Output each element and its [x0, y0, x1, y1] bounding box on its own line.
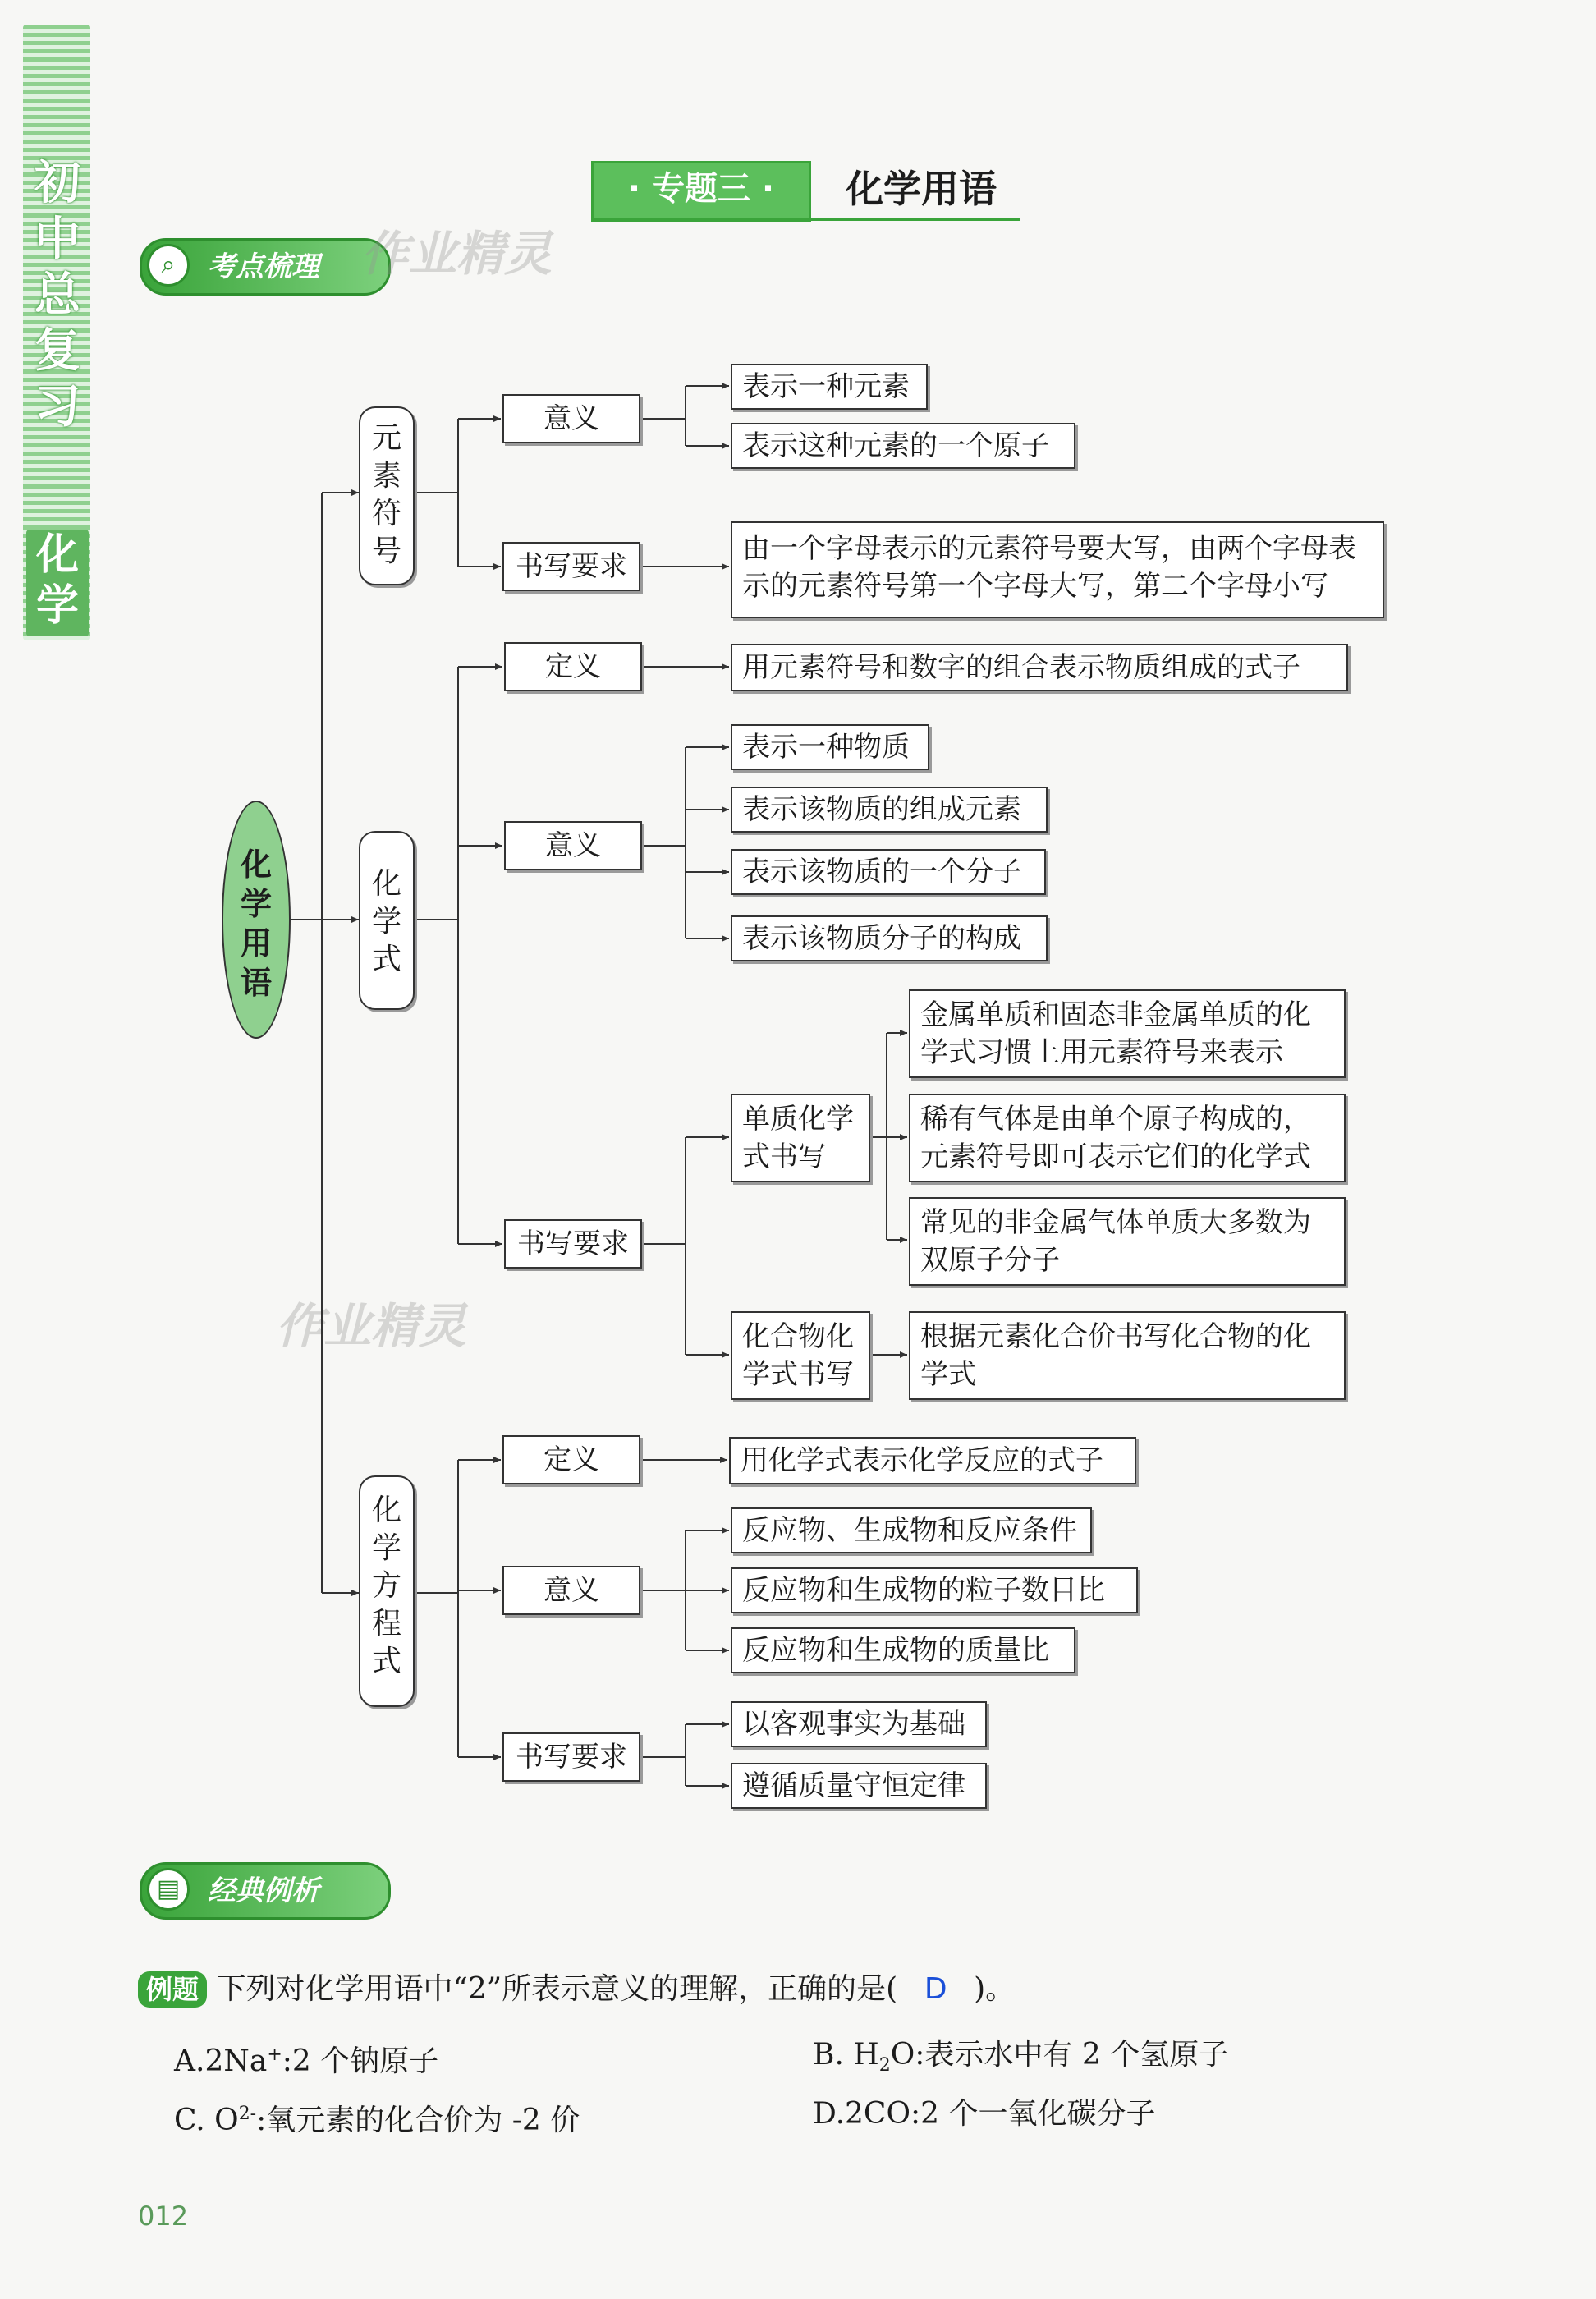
option-formula: O [214, 2104, 239, 2137]
branch-label: 化学方程式 [371, 1494, 401, 1678]
branch-element-symbol [359, 406, 415, 585]
node-definition: 定义 [502, 1435, 640, 1484]
leaf-item: 根据元素化合价书写化合物的化学式 [909, 1311, 1346, 1400]
sidebar-subject-char: 学 [35, 581, 79, 631]
sidebar-title-char: 复 [34, 324, 80, 378]
leaf-item: 反应物、生成物和反应条件 [731, 1507, 1092, 1553]
example-question [138, 1969, 1015, 2010]
question-text: 下列对化学用语中“2”所表示意义的理解，正确的是( [216, 1972, 898, 2006]
node-compound-formula: 化合物化学式书写 [731, 1311, 870, 1400]
option-formula: 2CO [845, 2097, 910, 2131]
sidebar-title-char: 总 [34, 268, 80, 322]
leaf-item: 反应物和生成物的质量比 [731, 1627, 1075, 1673]
sidebar-title-char: 中 [34, 213, 80, 266]
option-formula: H [853, 2038, 879, 2072]
leaf-item: 金属单质和固态非金属单质的化学式习惯上用元素符号来表示 [909, 989, 1346, 1078]
leaf-item: 由一个字母表示的元素符号要大写，由两个字母表示的元素符号第一个字母大写，第二个字母小写 [731, 521, 1384, 618]
section-label: 经典例析 [208, 1875, 319, 1907]
option-sup: + [267, 2044, 282, 2065]
option-d [813, 2094, 1155, 2135]
watermark: 作业精灵 [361, 226, 553, 282]
answer-mark: D [924, 1972, 947, 2006]
node-definition: 定义 [504, 642, 642, 691]
option-formula: 2Na [204, 2044, 268, 2078]
option-text: :2 个一氧化碳分子 [910, 2097, 1156, 2131]
option-text: :氧元素的化合价为 -2 价 [256, 2104, 580, 2137]
option-sup: 2- [238, 2104, 257, 2124]
node-element-formula: 单质化学式书写 [731, 1094, 870, 1182]
leaf-item: 稀有气体是由单个原子构成的，元素符号即可表示它们的化学式 [909, 1094, 1346, 1182]
option-letter: B. [813, 2038, 844, 2072]
option-text: :表示水中有 2 个氢原子 [915, 2038, 1229, 2072]
branch-chemical-formula [359, 831, 415, 1010]
node-writing-rule: 书写要求 [502, 542, 640, 591]
watermark: 作业精灵 [276, 1298, 467, 1354]
page-title: 化学用语 [846, 167, 997, 211]
question-tail: )。 [974, 1972, 1016, 2006]
node-meaning: 意义 [502, 394, 640, 443]
branch-chemical-equation [359, 1475, 415, 1707]
option-text: :2 个钠原子 [282, 2044, 439, 2078]
option-c [174, 2094, 580, 2141]
node-writing-rule: 书写要求 [504, 1219, 642, 1269]
leaf-item: 用化学式表示化学反应的式子 [729, 1437, 1136, 1484]
diagram-root [222, 801, 291, 1039]
node-meaning: 意义 [504, 821, 642, 870]
option-letter: C. [174, 2104, 205, 2137]
leaf-item: 表示该物质的组成元素 [731, 787, 1048, 833]
node-meaning: 意义 [502, 1566, 640, 1615]
topic-tag: · 专题三 · [591, 161, 811, 222]
section-label: 考点梳理 [208, 250, 319, 283]
section-badge-examples [140, 1862, 391, 1920]
leaf-item: 反应物和生成物的粒子数目比 [731, 1567, 1138, 1613]
page-number: 012 [138, 2200, 189, 2232]
leaf-item: 表示一种物质 [731, 724, 929, 770]
magnifier-icon: ⌕ [147, 244, 190, 287]
option-letter: D. [813, 2097, 846, 2131]
leaf-item: 以客观事实为基础 [731, 1701, 987, 1747]
leaf-item: 表示一种元素 [731, 364, 928, 410]
branch-label: 化学式 [371, 867, 401, 976]
option-letter: A. [174, 2044, 205, 2078]
node-writing-rule: 书写要求 [502, 1732, 640, 1782]
root-label: 化学用语 [240, 846, 272, 1001]
leaf-item: 表示该物质分子的构成 [731, 915, 1048, 961]
option-formula: O [890, 2038, 915, 2072]
sidebar-subject-char: 化 [35, 530, 79, 580]
option-a [174, 2035, 438, 2082]
leaf-item: 表示该物质的一个分子 [731, 849, 1046, 895]
sidebar-title-char: 习 [34, 380, 80, 434]
leaf-item: 遵循质量守恒定律 [731, 1763, 987, 1809]
leaf-item: 表示这种元素的一个原子 [731, 423, 1075, 469]
book-icon: ▤ [147, 1868, 190, 1911]
sidebar-title-char: 初 [34, 157, 80, 210]
option-sub: 2 [878, 2055, 891, 2076]
leaf-item: 用元素符号和数字的组合表示物质组成的式子 [731, 644, 1348, 691]
branch-label: 元素符号 [371, 421, 401, 568]
option-b [813, 2035, 1228, 2086]
example-tag: 例题 [138, 1971, 207, 2008]
leaf-item: 常见的非金属气体单质大多数为双原子分子 [909, 1197, 1346, 1286]
